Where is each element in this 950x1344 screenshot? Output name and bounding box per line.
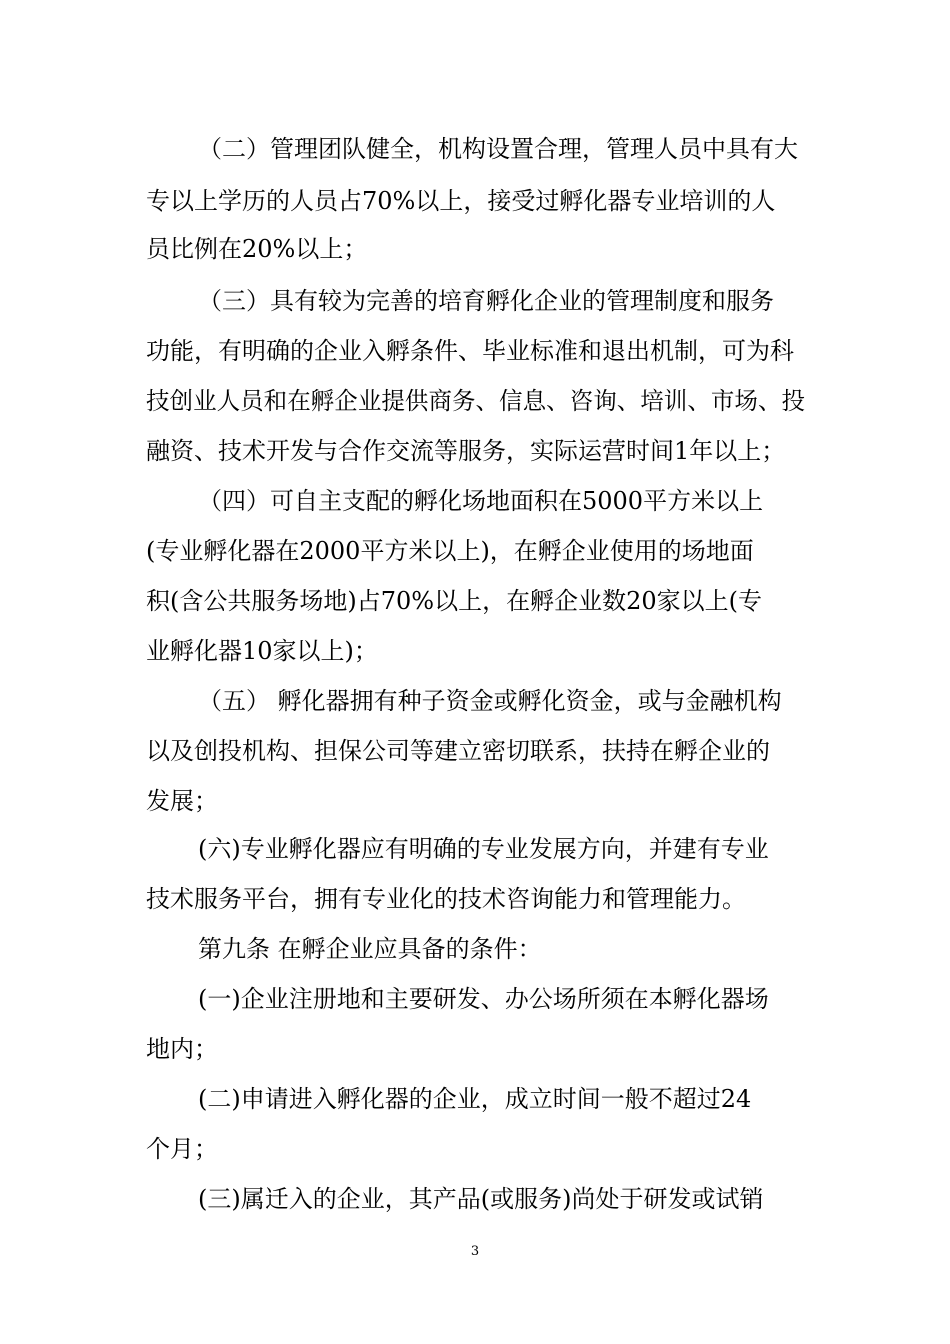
line-text: (三)属迁入的企业，其产品(或服务)尚处于研发或试销 <box>198 1185 764 1213</box>
line-text: 以及创投机构、担保公司等建立密切联系，扶持在孵企业的 <box>146 737 770 765</box>
line-text: (六)专业孵化器应有明确的专业发展方向，并建有专业 <box>198 835 769 863</box>
line-text: (一)企业注册地和主要研发、办公场所须在本孵化器场 <box>198 985 769 1013</box>
line-text: 业孵化器10家以上)； <box>146 637 378 665</box>
page-number: 3 <box>470 1244 480 1259</box>
line-text: 融资、技术开发与合作交流等服务，实际运营时间1年以上； <box>146 437 786 465</box>
line-text: 发展； <box>146 787 218 815</box>
line-text: 地内； <box>146 1035 218 1063</box>
line-text: （四）可自主支配的孵化场地面积在5000平方米以上 <box>198 487 764 515</box>
line-text: 专以上学历的人员占70%以上，接受过孵化器专业培训的人 <box>146 187 776 215</box>
line-text: 功能，有明确的企业入孵条件、毕业标准和退出机制，可为科 <box>146 337 794 365</box>
line-text: (二)申请进入孵化器的企业，成立时间一般不超过24 <box>198 1085 752 1113</box>
line-text: （三）具有较为完善的培育孵化企业的管理制度和服务 <box>198 287 774 315</box>
line-text: 技术服务平台，拥有专业化的技术咨询能力和管理能力。 <box>146 885 746 913</box>
line-text: 技创业人员和在孵企业提供商务、信息、咨询、培训、市场、投 <box>146 387 806 415</box>
line-text: (专业孵化器在2000平方米以上)，在孵企业使用的场地面 <box>146 537 754 565</box>
line-text: 员比例在20%以上； <box>146 235 368 263</box>
line-text: （二）管理团队健全，机构设置合理，管理人员中具有大 <box>198 135 798 163</box>
line-text: 第九条 在孵企业应具备的条件： <box>198 935 542 963</box>
line-text: （五） 孵化器拥有种子资金或孵化资金，或与金融机构 <box>198 687 782 715</box>
line-text: 个月； <box>146 1135 218 1163</box>
line-text: 积(含公共服务场地)占70%以上，在孵企业数20家以上(专 <box>146 587 762 615</box>
